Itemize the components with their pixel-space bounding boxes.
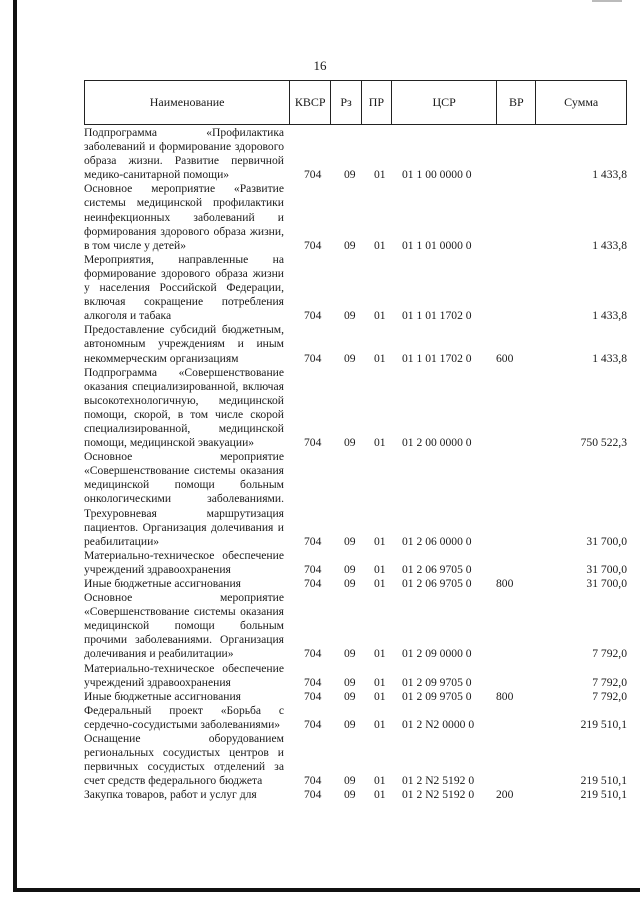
row-csr: 01 1 01 1702 0: [402, 309, 472, 323]
table-row: [84, 549, 627, 577]
row-rz: 09: [344, 534, 356, 548]
table-row: [84, 366, 627, 451]
row-sum: 1 433,8: [592, 168, 627, 182]
row-pr: 01: [374, 309, 386, 323]
table-body: [84, 126, 627, 803]
row-csr: 01 1 00 0000 0: [402, 168, 472, 182]
row-name: Материально-техническое обеспечение учреждений здравоохранения: [84, 548, 284, 576]
row-name: Материально-техническое обеспечение учреждений здравоохранения: [84, 661, 284, 689]
row-pr: 01: [374, 577, 386, 590]
row-pr: 01: [374, 774, 386, 788]
row-sum: 1 433,8: [592, 309, 627, 323]
table-row: [84, 788, 627, 802]
row-sum: 31 700,0: [586, 577, 627, 590]
row-sum: 750 522,3: [580, 436, 627, 450]
row-kvsr: 704: [304, 717, 322, 731]
row-csr: 01 2 N2 0000 0: [402, 717, 475, 731]
row-sum: 7 792,0: [592, 675, 627, 689]
header-pr: ПР: [362, 81, 392, 124]
row-name: Федеральный проект «Борьба с сердечно-сосудистыми заболеваниями»: [84, 703, 284, 731]
row-pr: 01: [374, 168, 386, 182]
header-sum: Сумма: [564, 95, 599, 109]
row-rz: 09: [344, 168, 356, 182]
row-csr: 01 2 N2 5192 0: [402, 788, 475, 802]
row-csr: 01 2 N2 5192 0: [402, 774, 475, 788]
row-kvsr: 704: [304, 774, 322, 788]
row-vr: 800: [496, 577, 514, 590]
row-name: Иные бюджетные ассигнования: [84, 577, 241, 590]
row-rz: 09: [344, 436, 356, 450]
scan-mark: [592, 0, 622, 2]
row-kvsr: 704: [304, 562, 322, 576]
row-sum: 7 792,0: [592, 689, 627, 703]
row-kvsr: 704: [304, 238, 322, 252]
row-csr: 01 2 09 9705 0: [402, 675, 472, 689]
page-number: 16: [313, 58, 327, 73]
row-name: Иные бюджетные ассигнования: [84, 689, 241, 703]
row-rz: 09: [344, 577, 356, 590]
row-pr: 01: [374, 436, 386, 450]
header-vr: ВР: [497, 81, 536, 124]
row-sum: 1 433,8: [592, 351, 627, 365]
scan-border-left: [13, 0, 17, 892]
row-kvsr: 704: [304, 675, 322, 689]
row-rz: 09: [344, 309, 356, 323]
row-name: Закупка товаров, работ и услуг для: [84, 788, 257, 802]
row-name: Оснащение оборудованием региональных сосудистых центров и первичных сосудистых отделений за счет средств федерального бюджета: [84, 732, 284, 788]
row-pr: 01: [374, 717, 386, 731]
scan-border-bottom: [13, 888, 640, 892]
table-row: [84, 690, 627, 704]
row-rz: 09: [344, 647, 356, 661]
row-name: Предоставление субсидий бюджетным, автономным учреждениям и иным некоммерческим организациям: [84, 323, 284, 365]
table-row: [84, 662, 627, 690]
row-rz: 09: [344, 717, 356, 731]
row-vr: 800: [496, 689, 514, 703]
row-rz: 09: [344, 788, 356, 802]
table-row: [84, 323, 627, 365]
row-pr: 01: [374, 675, 386, 689]
row-sum: 219 510,1: [580, 717, 627, 731]
table-row: [84, 577, 627, 591]
row-sum: 31 700,0: [586, 562, 627, 576]
header-rz: Рз: [331, 81, 362, 124]
row-kvsr: 704: [304, 577, 322, 590]
table-row: [84, 253, 627, 323]
row-csr: 01 1 01 0000 0: [402, 238, 472, 252]
row-kvsr: 704: [304, 168, 322, 182]
table-header: [84, 80, 627, 125]
row-csr: 01 2 09 9705 0: [402, 689, 472, 703]
header-kvsr: КВСР: [290, 81, 331, 124]
row-kvsr: 704: [304, 689, 322, 703]
row-rz: 09: [344, 238, 356, 252]
row-name: Подпрограмма «Профилактика заболеваний и формирование здорового образа жизни. Развитие первичной медико-санитарной помощи»: [84, 126, 284, 182]
row-csr: 01 1 01 1702 0: [402, 351, 472, 365]
table-row: [84, 450, 627, 549]
row-sum: 219 510,1: [580, 774, 627, 788]
row-csr: 01 2 06 0000 0: [402, 534, 472, 548]
row-pr: 01: [374, 689, 386, 703]
row-kvsr: 704: [304, 309, 322, 323]
row-rz: 09: [344, 675, 356, 689]
row-name: Основное мероприятие «Развитие системы медицинской профилактики неинфекционных заболеваний и формирования здорового образа жизни, в том числе у детей»: [84, 182, 284, 252]
row-kvsr: 704: [304, 351, 322, 365]
row-pr: 01: [374, 647, 386, 661]
row-vr: 600: [496, 351, 514, 365]
row-pr: 01: [374, 562, 386, 576]
table-row: [84, 591, 627, 661]
row-name: Мероприятия, направленные на формирование здорового образа жизни у населения Российской Федерации, включая сокращение потребления алкоголя и табака: [84, 252, 284, 323]
row-sum: 1 433,8: [592, 238, 627, 252]
row-pr: 01: [374, 351, 386, 365]
row-kvsr: 704: [304, 647, 322, 661]
row-name: Подпрограмма «Совершенствование оказания специализированной, включая высокотехнологичную, медицинской помощи, скорой, в том числе скорой специализированной, медицинской помощи, медицинской эвакуации»: [84, 365, 284, 450]
row-kvsr: 704: [304, 436, 322, 450]
row-pr: 01: [374, 238, 386, 252]
row-rz: 09: [344, 774, 356, 788]
header-name: Наименование: [85, 81, 290, 124]
table-row: [84, 704, 627, 732]
table-row: [84, 182, 627, 252]
row-pr: 01: [374, 788, 386, 802]
row-kvsr: 704: [304, 534, 322, 548]
row-rz: 09: [344, 351, 356, 365]
header-csr: ЦСР: [392, 81, 498, 124]
row-rz: 09: [344, 689, 356, 703]
row-pr: 01: [374, 534, 386, 548]
row-csr: 01 2 00 0000 0: [402, 436, 472, 450]
row-vr: 200: [496, 788, 514, 802]
row-sum: 219 510,1: [580, 788, 627, 802]
row-csr: 01 2 09 0000 0: [402, 647, 472, 661]
row-sum: 31 700,0: [586, 534, 627, 548]
row-name: Основное мероприятие «Совершенствование системы оказания медицинской помощи больным прочими заболеваниями. Организация долечивания и реабилитации»: [84, 591, 284, 661]
row-csr: 01 2 06 9705 0: [402, 577, 472, 590]
table-row: [84, 126, 627, 182]
row-kvsr: 704: [304, 788, 322, 802]
table-row: [84, 732, 627, 788]
row-csr: 01 2 06 9705 0: [402, 562, 472, 576]
row-name: Основное мероприятие «Совершенствование системы оказания медицинской помощи больным онкологическими заболеваниями. Трехуровневая маршрутизация пациентов. Организация долечивания и реабилитации»: [84, 450, 284, 548]
row-sum: 7 792,0: [592, 647, 627, 661]
row-rz: 09: [344, 562, 356, 576]
